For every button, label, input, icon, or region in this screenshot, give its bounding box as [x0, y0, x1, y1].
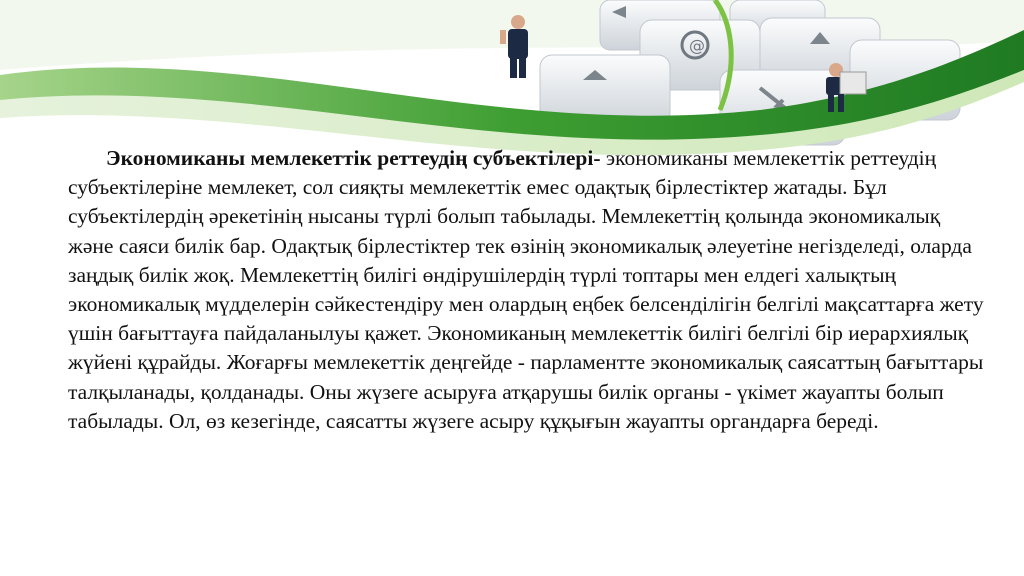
lead-term: Экономиканы мемлекеттік реттеудің субъектілері- [106, 146, 601, 170]
main-paragraph [68, 144, 988, 436]
svg-text:@: @ [689, 36, 705, 55]
slide-body [68, 144, 988, 436]
body-text: экономиканы мемлекеттік реттеудің субъектілеріне мемлекет, сол сияқты мемлекеттік емес одақтық бірлестіктер жатады. Бұл субъектілердің әрекетінің нысаны түрлі болып табылады. Мемлекеттің қолында экономикалық және саяси билік бар. Одақтық бірлестіктер тек өзінің экономикалық әлеуетіне негізделеді, оларда заңдық билік жоқ. Мемлекеттің билігі өндірушілердің түрлі топтары мен елдегі халықтың экономикалық мүдделерін сәйкестендіру мен олардың еңбек белсенділігін белгілі мақсаттарға жету үшін бағыттауға пайдаланылуы қажет. Экономиканың мемлекеттік билігі белгілі бір иерархиялық жүйені құрайды. Жоғарғы мемлекеттік деңгейде - парламентте экономикалық саясаттың бағыттары талқыланады, қолданады. Оны жүзеге асыруға атқарушы билік органы - үкімет жауапты болып табылады. Ол, өз кезегінде, саясатты жүзеге асыру құқығын жауапты органдарға береді. [68, 146, 984, 433]
